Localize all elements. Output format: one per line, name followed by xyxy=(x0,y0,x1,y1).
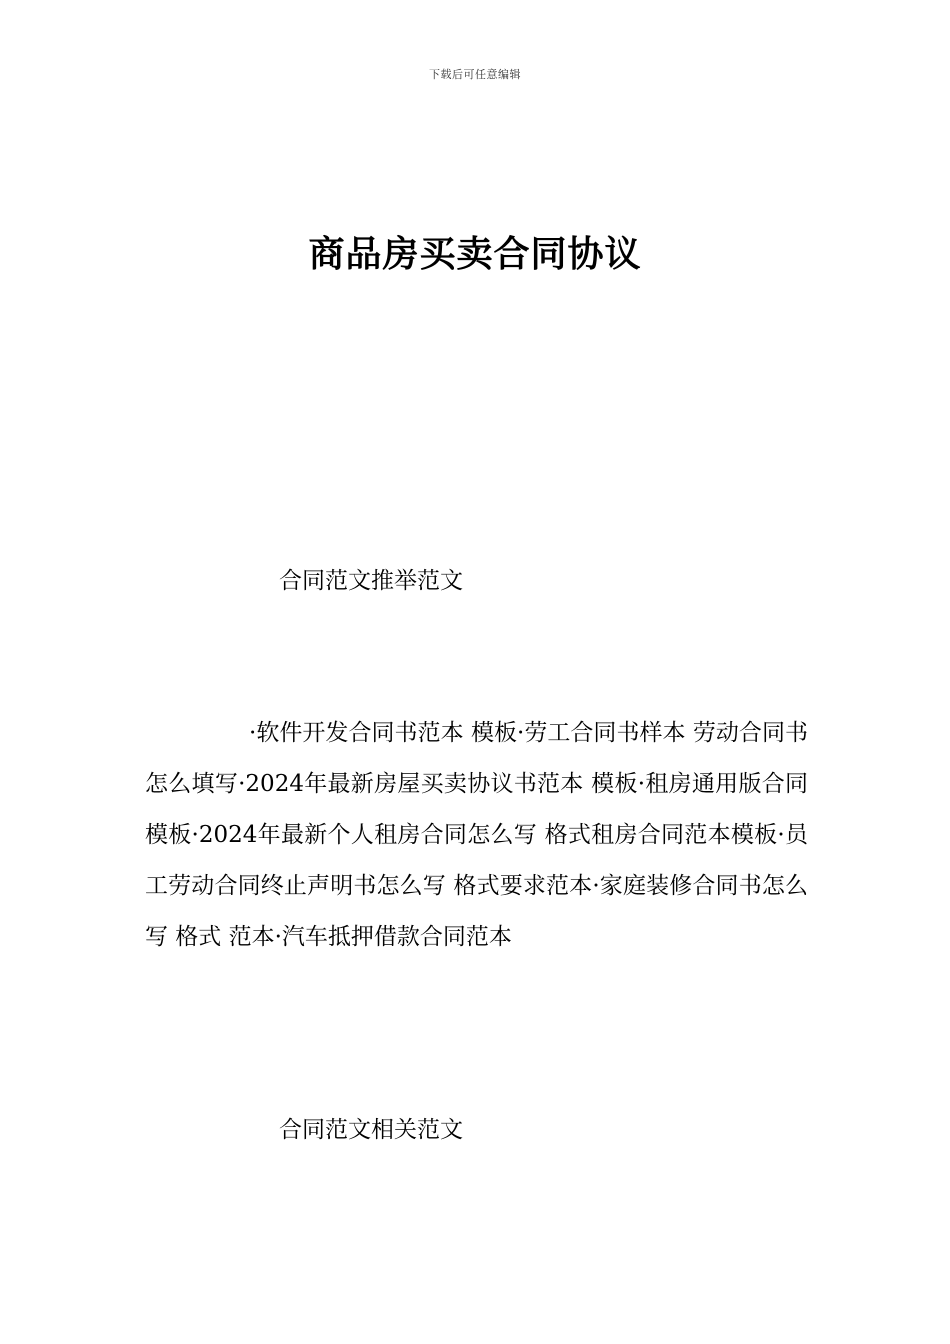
document-title: 商品房买卖合同协议 xyxy=(308,233,642,275)
recommended-section-heading: 合同范文推举范文 xyxy=(279,568,463,594)
related-section-heading: 合同范文相关范文 xyxy=(279,1117,463,1143)
recommended-links-paragraph: ·软件开发合同书范本 模板·劳工合同书样本 劳动合同书怎么填写·2024年最新房屋买卖协议书范本 模板·租房通用版合同模板·2024年最新个人租房合同怎么写 格式租房合同范本模板·员工劳动合同终止声明书怎么写 格式要求范本·家庭装修合同书怎么写 格式 范本·汽车抵押借款合同范本 xyxy=(145,720,808,950)
header-note: 下载后可任意编辑 xyxy=(429,68,521,81)
